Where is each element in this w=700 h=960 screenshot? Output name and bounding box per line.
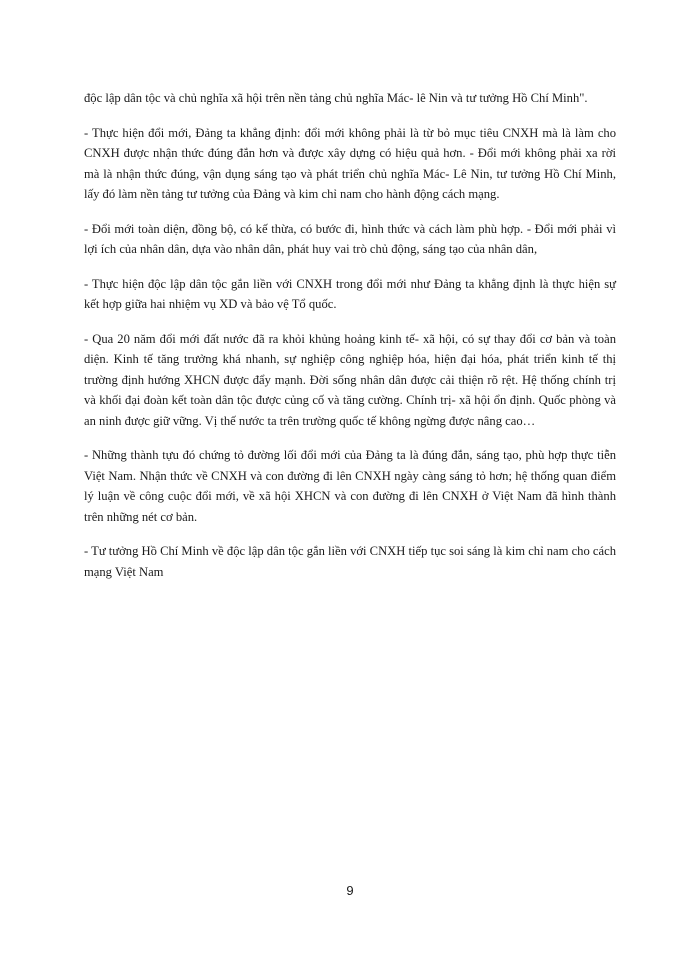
page-number: 9 [346,883,354,898]
paragraph-5: - Qua 20 năm đổi mới đất nước đã ra khỏi khủng hoảng kinh tế- xã hội, có sự thay đổi cơ bản và toàn diện. Kinh tế tăng trưởng khá nhanh, sự nghiệp công nghiệp hóa, hiện đại hóa, phát triển kinh tế thị trường định hướng XHCN được đẩy mạnh. Đời sống nhân dân được cải thiện rõ rệt. Hệ thống chính trị và khối đại đoàn kết toàn dân tộc được củng cố và tăng cường. Chính trị- xã hội ổn định. Quốc phòng và an ninh được giữ vững. Vị thế nước ta trên trường quốc tế không ngừng được nâng cao… [84,331,616,428]
paragraph-6: - Những thành tựu đó chứng tỏ đường lối đổi mới của Đảng ta là đúng đắn, sáng tạo, phù hợp thực tiễn Việt Nam. Nhận thức về CNXH và con đường đi lên CNXH ngày càng sáng tỏ hơn; hệ thống quan điểm lý luận về công cuộc đổi mới, về xã hội XHCN và con đường đi lên CNXH ở Việt Nam đã hình thành trên những nét cơ bản. [84,448,616,524]
paragraph-2: - Thực hiện đổi mới, Đảng ta khẳng định: đổi mới không phải là từ bỏ mục tiêu CNXH mà là làm cho CNXH được nhận thức đúng đắn hơn và được xây dựng có hiệu quả hơn. - Đổi mới không phải xa rời mà là nhận thức đúng, vận dụng sáng tạo và phát triển chủ nghĩa Mác- Lê Nin, tư tưởng Hồ Chí Minh, lấy đó làm nền tảng tư tưởng của Đảng và kim chỉ nam cho hành động cách mạng. [84,125,616,201]
paragraph-3: - Đổi mới toàn diện, đồng bộ, có kế thừa, có bước đi, hình thức và cách làm phù hợp. - Đổi mới phải vì lợi ích của nhân dân, dựa vào nhân dân, phát huy vai trò chủ động, sáng tạo của nhân dân, [84,221,616,256]
paragraph-1: độc lập dân tộc và chủ nghĩa xã hội trên nền tảng chủ nghĩa Mác- lê Nin và tư tưởng Hồ Chí Minh". [84,91,588,105]
paragraph-4: - Thực hiện độc lập dân tộc gắn liền với CNXH trong đổi mới như Đảng ta khẳng định là thực hiện sự kết hợp giữa hai nhiệm vụ XD và bảo vệ Tổ quốc. [84,276,616,311]
document-body [84,88,616,596]
paragraph-7: - Tư tưởng Hồ Chí Minh về độc lập dân tộc gắn liền với CNXH tiếp tục soi sáng là kim chỉ nam cho cách mạng Việt Nam [84,544,616,579]
